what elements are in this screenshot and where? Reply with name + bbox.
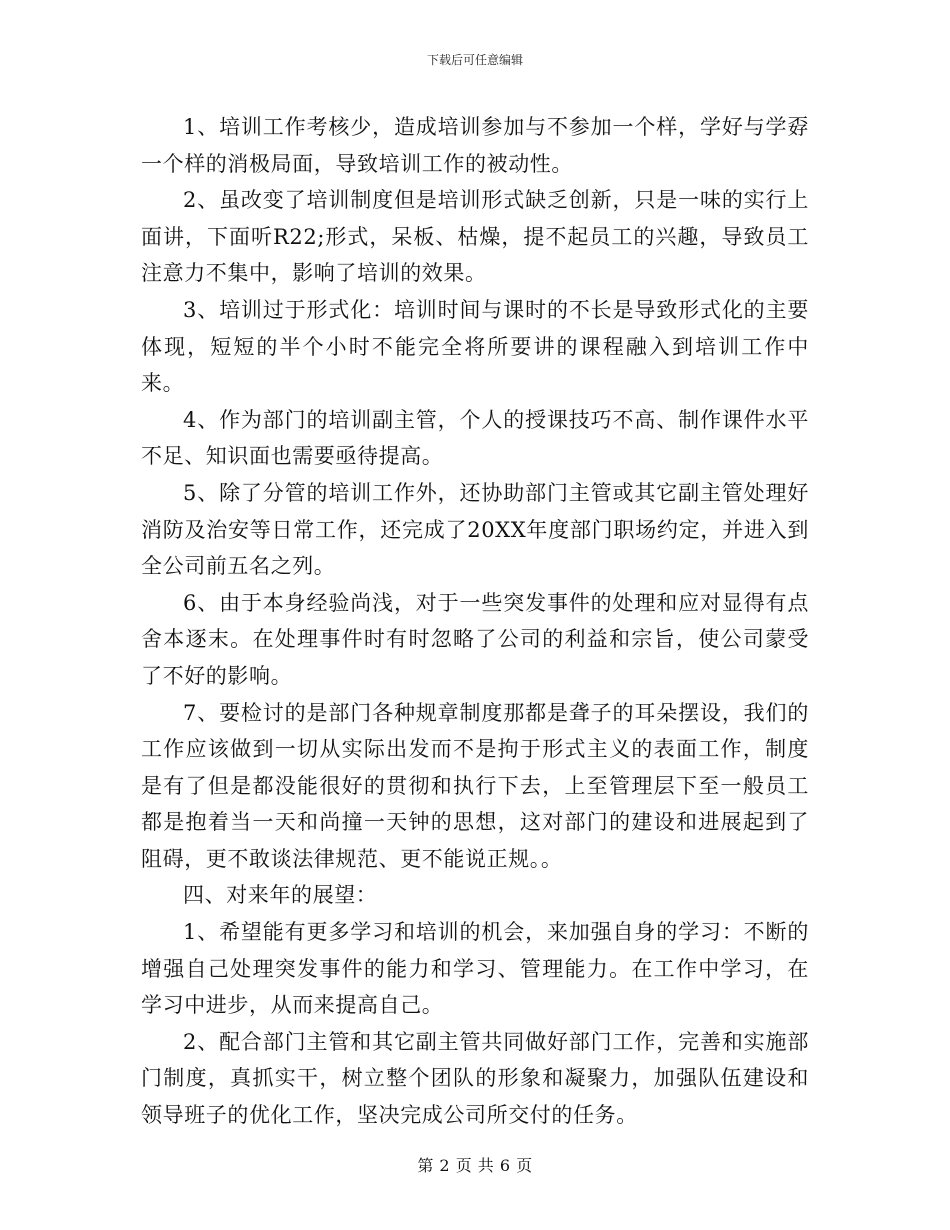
section-heading: 四、对来年的展望：: [183, 883, 378, 908]
page-header: 下载后可任意编辑: [426, 53, 523, 67]
paragraph: 2、配合部门主管和其它副主管共同做好部门工作，完善和实施部门制度，真抓实干，树立整个团队的形象和凝聚力，加强队伍建设和领导班子的优化工作，坚决完成公司所交付的任务。: [141, 1029, 809, 1128]
paragraph: 1、希望能有更多学习和培训的机会，来加强自身的学习：不断的增强自己处理突发事件的能力和学习、管理能力。在工作中学习，在学习中进步，从而来提高自己。: [141, 920, 809, 1018]
document-body: [141, 109, 809, 1134]
paragraph: 1、培训工作考核少，造成培训参加与不参加一个样，学好与学孬一个样的消极局面，导致培训工作的被动性。: [141, 115, 809, 176]
page-footer: 第 2 页 共 6 页: [417, 1156, 533, 1175]
paragraph: 2、虽改变了培训制度但是培训形式缺乏创新，只是一味的实行上面讲，下面听R22;形式，呆板、枯燥，提不起员工的兴趣，导致员工注意力不集中，影响了培训的效果。: [141, 188, 809, 286]
paragraph: 3、培训过于形式化：培训时间与课时的不长是导致形式化的主要体现，短短的半个小时不能完全将所要讲的课程融入到培训工作中来。: [141, 297, 809, 396]
paragraph: 4、作为部门的培训副主管，个人的授课技巧不高、制作课件水平不足、知识面也需要亟待提高。: [141, 407, 809, 469]
paragraph: 7、要检讨的是部门各种规章制度那都是聋子的耳朵摆设，我们的工作应该做到一切从实际出发而不是拘于形式主义的表面工作，制度是有了但是都没能很好的贯彻和执行下去，上至管理层下至一般员工都是抱着当一天和尚撞一天钟的思想，这对部门的建设和进展起到了阻碍，更不敢谈法律规范、更不能说正规。。: [141, 700, 809, 871]
paragraph: 6、由于本身经验尚浅，对于一些突发事件的处理和应对显得有点舍本逐末。在处理事件时有时忽略了公司的利益和宗旨，使公司蒙受了不好的影响。: [141, 590, 809, 688]
paragraph: 5、除了分管的培训工作外，还协助部门主管或其它副主管处理好消防及治安等日常工作，还完成了20XX年度部门职场约定，并进入到全公司前五名之列。: [141, 480, 809, 579]
